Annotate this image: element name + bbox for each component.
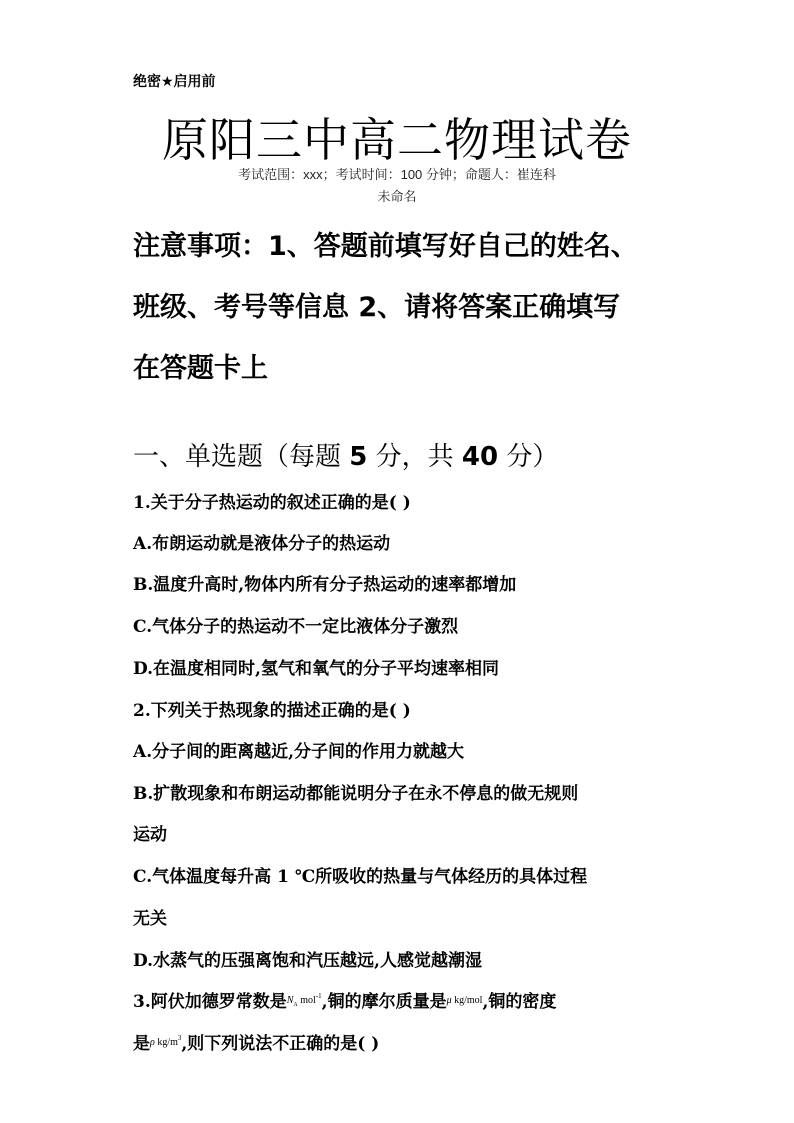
q3-text-4: 是 bbox=[133, 1034, 150, 1054]
rho-symbol: ρ bbox=[150, 1037, 155, 1048]
na-subscript: A bbox=[293, 1002, 298, 1008]
question-2-option-b-line-1: B.扩散现象和布朗运动都能说明分子在永不停息的做无规则 bbox=[133, 784, 579, 804]
mu-unit: kg/mol bbox=[451, 995, 483, 1006]
exam-title: 原阳三中高二物理试卷 bbox=[162, 113, 632, 167]
question-1-option-b: B.温度升高时,物体内所有分子热运动的速率都增加 bbox=[133, 575, 517, 595]
q3-text-5: ,则下列说法不正确的是( ) bbox=[181, 1034, 380, 1054]
question-1-option-d: D.在温度相同时,氢气和氧气的分子平均速率相同 bbox=[133, 659, 499, 679]
question-1-option-c: C.气体分子的热运动不一定比液体分子激烈 bbox=[133, 617, 459, 637]
question-3-stem-line-1 bbox=[133, 987, 673, 1012]
question-2-stem: 2.下列关于热现象的描述正确的是( ) bbox=[133, 701, 411, 721]
section-prefix: 一、单选题（每题 bbox=[133, 442, 350, 472]
question-3-stem-line-2 bbox=[133, 1029, 673, 1054]
secret-label: 绝密★启用前 bbox=[133, 74, 216, 90]
molar-mass-unit bbox=[447, 995, 483, 1006]
notice-line-2: 班级、考号等信息 2、请将答案正确填写 bbox=[133, 292, 621, 323]
q3-text-1: 3.阿伏加德罗常数是 bbox=[133, 992, 287, 1012]
avogadro-unit bbox=[286, 992, 322, 1008]
section-points: 5 bbox=[349, 442, 368, 472]
notice-line-3: 在答题卡上 bbox=[133, 353, 268, 384]
q3-text-3: ,铜的密度 bbox=[482, 992, 557, 1012]
notice-line-1: 注意事项：1、答题前填写好自己的姓名、 bbox=[133, 231, 638, 262]
q3-text-2: ,铜的摩尔质量是 bbox=[321, 992, 447, 1012]
na-symbol: N bbox=[286, 995, 294, 1006]
question-2-option-d: D.水蒸气的压强离饱和汽压越远,人感觉越潮湿 bbox=[133, 951, 482, 971]
question-1-option-a: A.布朗运动就是液体分子的热运动 bbox=[133, 534, 391, 554]
question-2-option-c-line-2: 无关 bbox=[133, 909, 167, 929]
section-total: 40 bbox=[461, 442, 499, 472]
question-2-option-a: A.分子间的距离越近,分子间的作用力就越大 bbox=[133, 742, 465, 762]
mu-symbol: μ bbox=[446, 995, 452, 1006]
section-heading bbox=[133, 436, 558, 473]
exam-info: 考试范围：xxx；考试时间：100 分钟；命题人：崔连科 bbox=[238, 167, 556, 182]
section-middle: 分，共 bbox=[367, 442, 462, 472]
question-2-option-b-line-2: 运动 bbox=[133, 825, 167, 845]
na-unit: mol bbox=[297, 995, 316, 1006]
rho-unit: kg/m bbox=[154, 1037, 178, 1048]
question-2-option-c-line-1: C.气体温度每升高 1 ℃所吸收的热量与气体经历的具体过程 bbox=[133, 867, 588, 887]
rho-exponent: 3 bbox=[177, 1034, 182, 1042]
question-1-stem: 1.关于分子热运动的叙述正确的是( ) bbox=[133, 493, 411, 513]
na-exponent: -1 bbox=[315, 992, 322, 1000]
section-suffix: 分） bbox=[498, 442, 559, 472]
density-unit bbox=[150, 1034, 182, 1048]
exam-unnamed-label: 未命名 bbox=[377, 189, 417, 204]
